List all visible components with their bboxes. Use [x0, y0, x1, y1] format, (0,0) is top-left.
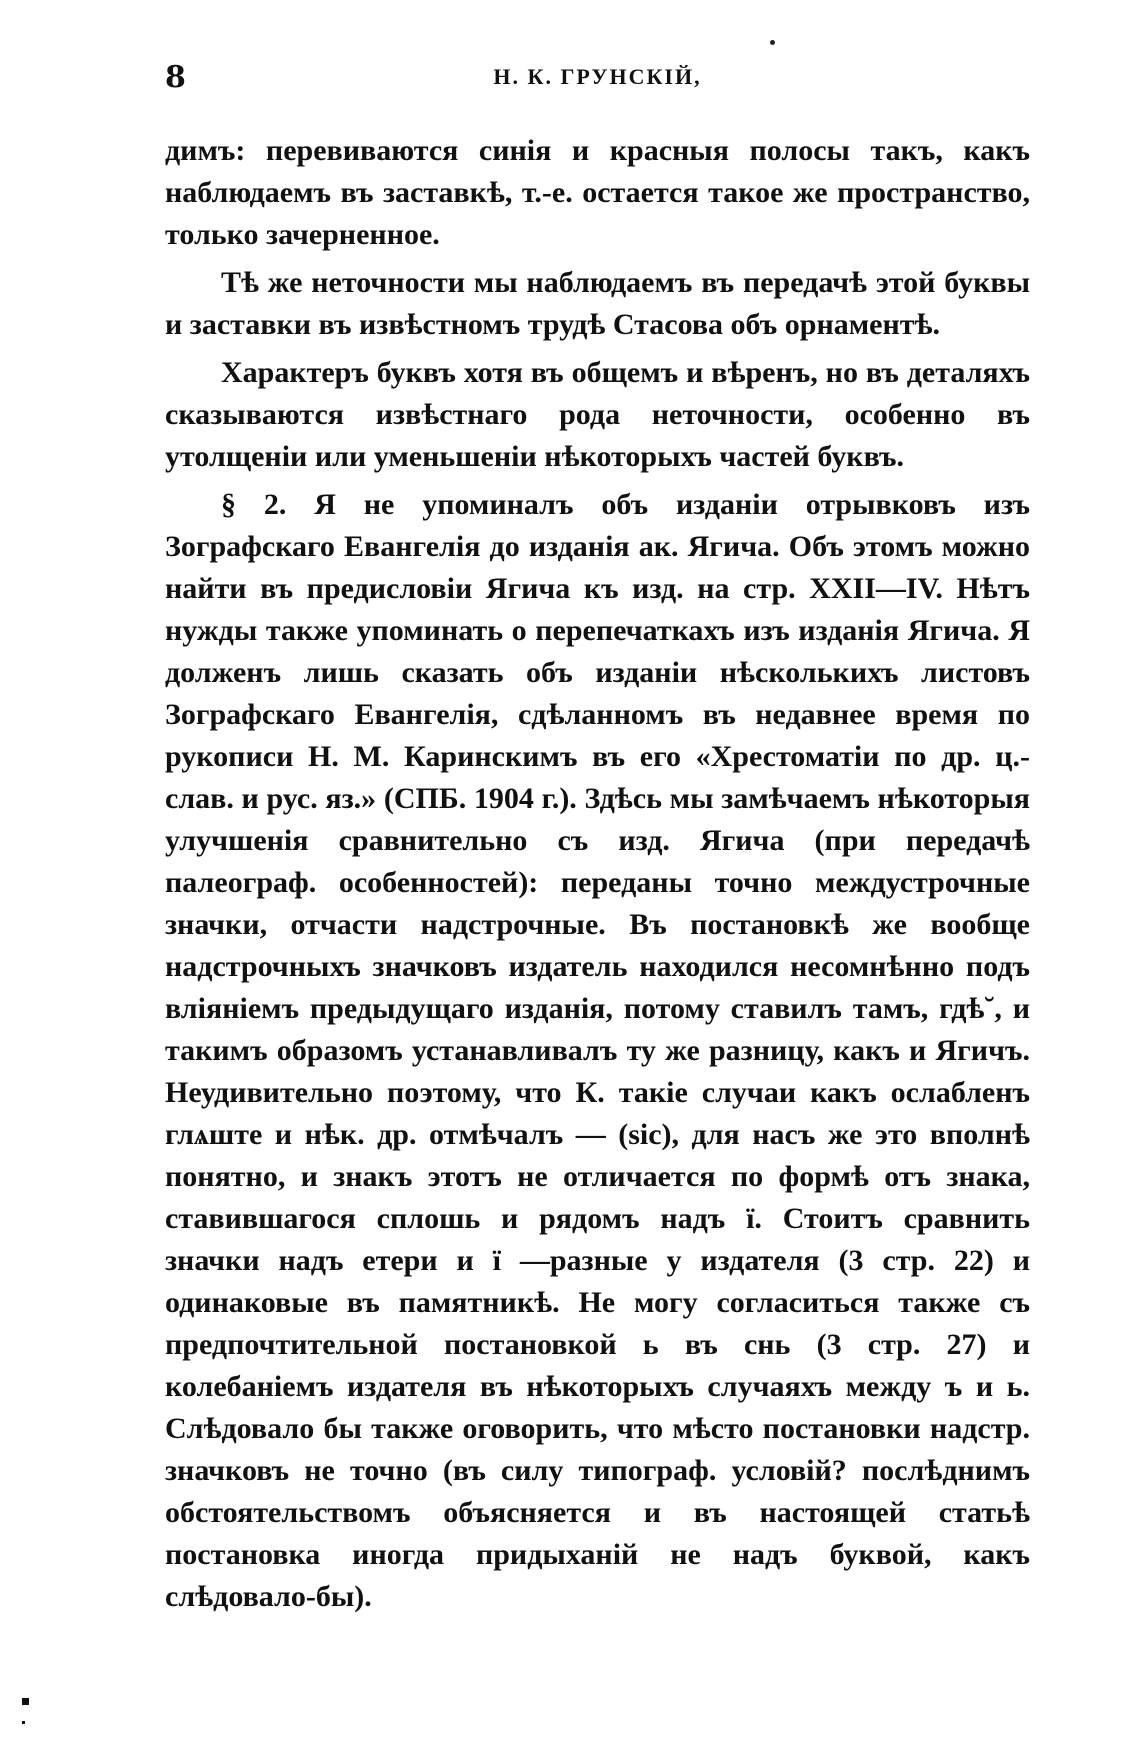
page-header — [165, 60, 1030, 100]
print-speck — [770, 40, 775, 45]
scan-mark — [22, 1698, 29, 1705]
paragraph-section-2: § 2. Я не упоминалъ объ изданіи отрывковъ изъ Зографскаго Евангелія до изданія ак. Ягича. Объ этомъ можно найти въ предисловіи Ягича къ изд. на стр. XXII—IV. Нѣтъ нужды также упоминать о перепечаткахъ изъ изданія Ягича. Я долженъ лишь сказать объ изданіи нѣсколькихъ листовъ Зографскаго Евангелія, сдѣланномъ въ недавнее время по рукописи Н. М. Каринскимъ въ его «Хрестоматіи по др. ц.-слав. и рус. яз.» (СПБ. 1904 г.). Здѣсь мы замѣчаемъ нѣкоторыя улучшенія сравнительно съ изд. Ягича (при передачѣ палеограф. особенностей): переданы точно междустрочные значки, отчасти надстрочные. Въ постановкѣ же вообще надстрочныхъ значковъ издатель находился несомнѣнно подъ вліяніемъ предыдущаго изданія, потому ставилъ тамъ, гдѣ˘, и такимъ образомъ устанавливалъ ту же разницу, какъ и Ягичъ. Неудивительно поэтому, что К. такіе случаи какъ ослабленъ глѧште и нѣк. др. отмѣчалъ — (sic), для насъ же это вполнѣ понятно, и знакъ этотъ не отличается по формѣ отъ знака, ставившагося сплошь и рядомъ надъ ї. Стоитъ сравнить значки надъ етери и ї —разные у издателя (3 стр. 22) и одинаковые въ памятникѣ. Не могу согласиться также съ предпочтительной постановкой ь въ снь (3 стр. 27) и колебаніемъ издателя въ нѣкоторыхъ случаяхъ между ъ и ь. Слѣдовало бы также оговорить, что мѣсто постановки надстр. значковъ не точно (въ силу типограф. условій? послѣднимъ обстоятельствомъ объясняется и въ настоящей статьѣ постановка иногда придыханій не надъ буквой, какъ слѣдовало-бы). — [165, 488, 1030, 1613]
scan-mark — [22, 1721, 25, 1724]
body-text — [165, 130, 1030, 1624]
running-head: Н. К. ГРУНСКІЙ, — [493, 64, 702, 89]
paragraph: Характеръ буквъ хотя въ общемъ и вѣренъ, но въ деталяхъ сказываются извѣстнаго рода неточности, особенно въ утолщеніи или уменьшеніи нѣкоторыхъ частей буквъ. — [165, 356, 1030, 473]
paragraph: Тѣ же неточности мы наблюдаемъ въ передачѣ этой буквы и заставки въ извѣстномъ трудѣ Стасова объ орнаментѣ. — [165, 266, 1030, 341]
paragraph: димъ: перевиваются синія и красныя полосы такъ, какъ наблюдаемъ въ заставкѣ, т.-е. остается такое же пространство, только зачерненное. — [165, 134, 1030, 251]
page-number: 8 — [165, 60, 186, 95]
scan-marks — [22, 1690, 82, 1700]
